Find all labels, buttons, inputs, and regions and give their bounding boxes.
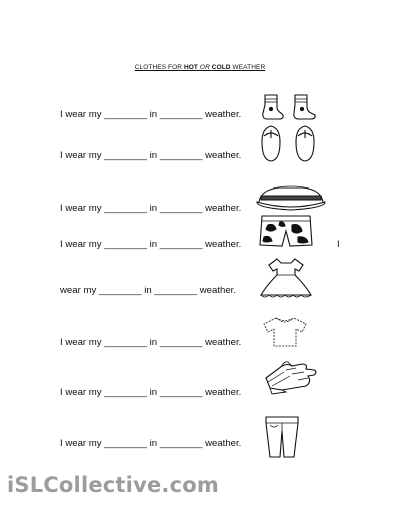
flip-flops-icon <box>259 124 323 164</box>
stray-letter: I <box>337 239 340 250</box>
sentence-line-2: I wear my ________ in ________ weather. <box>60 150 242 161</box>
socks-icon <box>259 91 323 121</box>
watermark: iSLCollective.com <box>7 473 219 497</box>
sentence-line-1: I wear my ________ in ________ weather. <box>60 109 242 120</box>
trousers-icon <box>262 413 302 459</box>
shorts-icon <box>258 213 314 249</box>
t-shirt-icon <box>260 315 310 349</box>
gloves-icon <box>262 360 326 396</box>
sentence-line-5: wear my ________ in ________ weather. <box>60 285 237 296</box>
sentence-line-6: I wear my ________ in ________ weather. <box>60 337 242 348</box>
sentence-line-8: I wear my ________ in ________ weather. <box>60 438 242 449</box>
sentence-line-4: I wear my ________ in ________ weather. <box>60 239 242 250</box>
dress-icon <box>257 257 315 299</box>
sentence-line-3: I wear my ________ in ________ weather. <box>60 203 242 214</box>
worksheet-title: CLOTHES FOR HOT OR COLD WEATHER <box>134 64 266 71</box>
sentence-line-7: I wear my ________ in ________ weather. <box>60 387 242 398</box>
hat-icon <box>255 182 327 214</box>
